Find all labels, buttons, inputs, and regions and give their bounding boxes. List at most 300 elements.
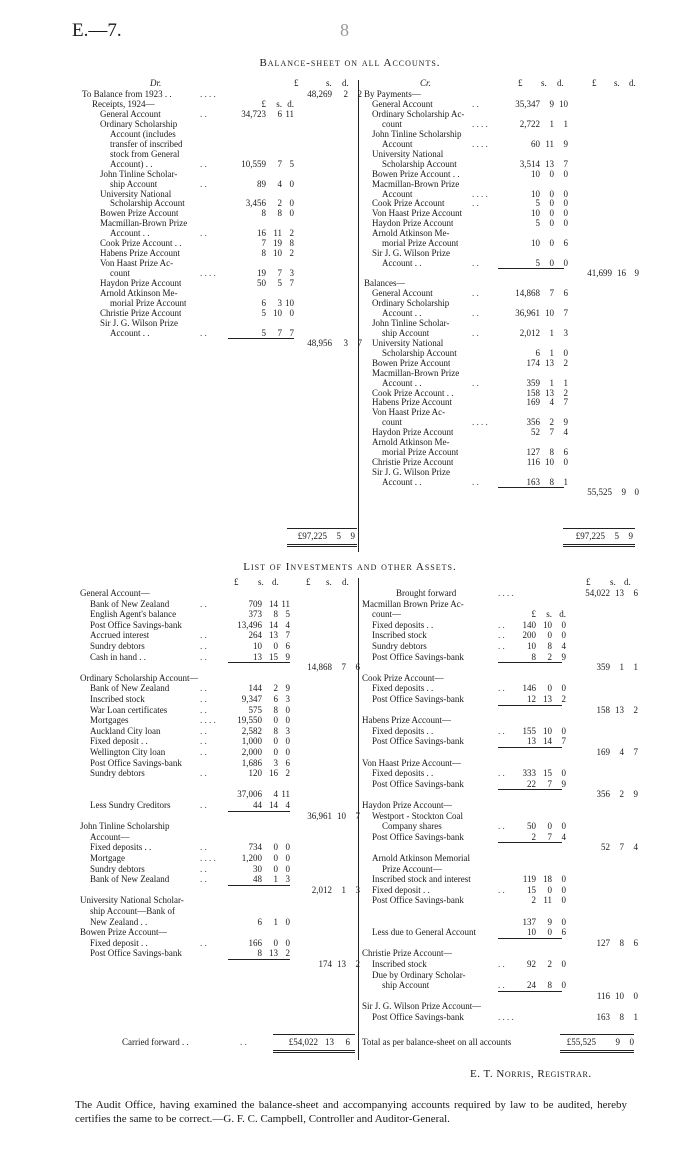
ledger-line [362, 620, 634, 631]
amount-pence: 0 [561, 619, 566, 630]
amount-pence: 11 [285, 108, 294, 119]
amount-shillings: 11 [545, 138, 554, 149]
amount-shillings: 10 [545, 457, 554, 468]
ledger-label: Mortgage [90, 853, 125, 863]
col-head-pence: d. [629, 78, 636, 88]
amount-pounds: 10 [531, 208, 540, 219]
amount-shillings: 0 [549, 168, 554, 179]
total-pounds: 14,868 [307, 662, 332, 673]
balance-total-left [287, 531, 357, 542]
amount-pounds: 6 [257, 916, 262, 927]
ledger-label: John Tinline Scholar- [372, 317, 450, 328]
ledger-label: English Agent's balance [90, 609, 177, 620]
amount-pence: 7 [285, 630, 290, 641]
ledger-label: morial Prize Account [382, 447, 459, 458]
amount-shillings: 14 [269, 598, 278, 609]
ledger-label: University National Scholar- [80, 895, 184, 906]
amount-shillings: 0 [549, 188, 554, 199]
ledger-line [80, 948, 358, 959]
ledger-label: stock from General [110, 148, 180, 159]
leader-dots: . . . . [498, 588, 514, 598]
ledger-label: Sir J. G. Wilson Prize Account— [362, 1001, 482, 1012]
ledger-label: General Account [372, 98, 433, 109]
amount-pounds: 13 [253, 651, 262, 662]
amount-pounds: 2 [531, 831, 536, 842]
amount-pounds: 35,347 [515, 98, 540, 109]
amount-pence: 2 [289, 248, 294, 259]
leader-dots: . . . . [472, 417, 488, 428]
grand-total-line [362, 1037, 634, 1048]
ledger-label: Account . . [110, 327, 150, 338]
total-shillings: 16 [617, 268, 626, 279]
ledger-label: Cook Prize Account . . [100, 238, 182, 249]
total-rule [563, 528, 635, 529]
col-head-pound: £ [592, 78, 597, 88]
leader-dots: . . . . [200, 715, 216, 726]
amount-shillings: 0 [547, 884, 552, 895]
amount-pence: 11 [281, 598, 290, 609]
amount-shillings: 0 [547, 821, 552, 832]
ledger-line [362, 874, 634, 885]
amount-shillings: 0 [547, 927, 552, 938]
ledger-label: Westport - Stockton Coal [372, 810, 464, 821]
ledger-line [362, 885, 634, 896]
amount-pounds: 60 [531, 138, 540, 149]
leader-dots: . . [472, 377, 479, 388]
ledger-label: ship Account [382, 327, 430, 338]
amount-pence: 2 [561, 694, 566, 704]
amount-pounds: 34,723 [241, 108, 266, 119]
amount-pounds: 8 [531, 651, 536, 662]
leader-dots: . . [498, 959, 505, 969]
ledger-label: General Account— [80, 588, 150, 598]
amount-pounds: 10 [527, 641, 536, 651]
ledger-label: Haydon Prize Account [100, 278, 182, 289]
total-pounds: 163 [596, 1012, 610, 1022]
ledger-line [80, 705, 358, 716]
amount-shillings: 0 [549, 208, 554, 219]
ledger-line [362, 811, 634, 822]
ledger-label: New Zealand . . [90, 916, 148, 927]
ledger-label: Bank of New Zealand [90, 598, 170, 609]
amount-shillings: 0 [547, 683, 552, 694]
amount-shillings: 8 [547, 641, 552, 651]
total-pounds: 169 [596, 747, 610, 757]
total-pounds: 116 [596, 990, 610, 1001]
amount-shillings: 7 [547, 831, 552, 842]
ledger-line [80, 641, 358, 652]
leader-dots: . . [200, 800, 207, 810]
col-head-shilling: s. [276, 98, 282, 109]
amount-pounds: 8 [261, 208, 266, 219]
ledger-label: Bank of New Zealand [90, 874, 170, 885]
total-pence: 4 [633, 842, 638, 853]
total-shillings: 9 [621, 487, 626, 497]
amount-pence: 0 [289, 178, 294, 189]
amount-pence: 1 [563, 377, 568, 388]
ledger-label: Christie Prize Account [372, 457, 454, 468]
amount-pounds: 48 [253, 874, 262, 885]
amount-pounds: 6 [535, 347, 540, 358]
ledger-label: Inscribed stock [90, 694, 145, 704]
amount-shillings: 0 [549, 218, 554, 229]
amount-pence: 4 [285, 800, 290, 810]
amount-shillings: 7 [547, 778, 552, 789]
ledger-label: Fixed deposit . . [90, 736, 148, 747]
amount-pounds: 10 [531, 188, 540, 199]
leader-dots: . . . . [200, 89, 216, 99]
amount-pounds: 22 [527, 778, 536, 789]
amount-pence: 6 [285, 641, 290, 651]
amount-pounds: 2,000 [241, 747, 262, 757]
ledger-label: Post Office Savings-bank [372, 1012, 464, 1022]
amount-shillings: 0 [549, 198, 554, 209]
total-pence: 6 [355, 662, 360, 673]
ledger-line [80, 927, 358, 938]
ledger-label: By Payments— [364, 89, 421, 99]
total-pounds: £97,225 [575, 531, 605, 541]
ledger-label: Inscribed stock and interest [372, 874, 471, 885]
amount-shillings: 2 [273, 683, 278, 694]
amount-shillings: 3 [273, 757, 278, 768]
leader-dots: . . . . [472, 188, 488, 199]
amount-pounds: 5 [535, 198, 540, 209]
col-head-pence: d. [287, 98, 294, 109]
amount-pounds: 89 [257, 178, 266, 189]
ledger-line [80, 938, 358, 949]
amount-pounds: 10 [531, 238, 540, 249]
total-pounds: 48,269 [307, 89, 332, 99]
ledger-line [362, 821, 634, 832]
amount-shillings: 1 [273, 874, 278, 885]
ledger-label: Macmillan-Brown Prize [372, 367, 460, 378]
ledger-label: Haydon Prize Account [372, 427, 454, 438]
ledger-line [80, 895, 358, 906]
amount-pence: 10 [559, 98, 568, 109]
ledger-label: University National [372, 148, 444, 159]
amount-pounds: 1,200 [241, 853, 262, 863]
ledger-line [362, 704, 638, 716]
ledger-line [80, 789, 358, 800]
ledger-line [362, 990, 638, 1002]
ledger-label: Sundry debtors [90, 768, 145, 779]
leader-dots: . . [498, 768, 505, 779]
ledger-label: Due by Ordinary Scholar- [372, 969, 466, 980]
amount-shillings: 0 [273, 747, 278, 757]
amount-pounds: 7 [261, 238, 266, 249]
amount-pence: 0 [285, 853, 290, 863]
ledger-label: University National [372, 337, 444, 348]
amount-pounds: 333 [522, 768, 536, 779]
double-rule [560, 1050, 634, 1053]
ledger-line [362, 842, 638, 853]
ledger-line [362, 959, 634, 970]
amount-pence: 0 [563, 457, 568, 468]
ledger-label: Ordinary Scholarship Ac- [372, 108, 465, 119]
amount-shillings: 4 [549, 397, 554, 408]
ledger-line [80, 747, 358, 758]
total-shillings: 3 [343, 337, 348, 348]
leader-dots: . . [200, 842, 207, 853]
amount-pence: 6 [563, 447, 568, 458]
ledger-line [80, 662, 358, 673]
leader-dots: . . [498, 641, 505, 651]
amount-shillings: 5 [277, 278, 282, 289]
amount-shillings: 4 [273, 789, 278, 800]
ledger-line [80, 609, 358, 620]
leader-dots: . . [200, 683, 207, 694]
amount-shillings: 1 [549, 327, 554, 338]
total-pence: 6 [633, 588, 638, 598]
ledger-label: Account . . [110, 228, 150, 239]
amount-shillings: 13 [545, 387, 554, 398]
col-head-pence: d. [559, 609, 566, 620]
ledger-line [362, 694, 634, 705]
ledger-label: Account . . [382, 258, 422, 269]
ledger-label: John Tinline Scholarship [80, 821, 170, 832]
ledger-label: Less Sundry Creditors [90, 800, 171, 810]
amount-shillings: 8 [549, 477, 554, 488]
total-pounds: 55,525 [587, 487, 612, 497]
ledger-line [362, 779, 634, 790]
amount-pence: 0 [563, 208, 568, 219]
ledger-line [362, 853, 634, 864]
total-pence: 0 [629, 1037, 634, 1047]
amount-pence: 7 [563, 307, 568, 318]
amount-pounds: 356 [526, 417, 540, 428]
leader-dots: . . . . [472, 118, 488, 129]
ledger-label: Habens Prize Account [100, 248, 180, 259]
amount-pounds: 146 [522, 683, 536, 694]
leader-dots: . . [472, 258, 479, 269]
total-pounds: 127 [596, 937, 610, 948]
amount-pence: 0 [561, 959, 566, 969]
ledger-label: Sundry debtors [90, 641, 145, 651]
total-pence: 9 [350, 531, 355, 541]
amount-shillings: 18 [543, 874, 552, 885]
ledger-line [80, 885, 358, 896]
ledger-label: Bank of New Zealand [90, 683, 170, 694]
total-shillings: 8 [619, 937, 624, 948]
leader-dots: . . . . [498, 1012, 514, 1022]
leader-dots: . . [200, 704, 207, 715]
ledger-label: Fixed deposit . . [372, 884, 430, 895]
ledger-label: Fixed deposits . . [372, 725, 434, 736]
ledger-label: John Tinline Scholarship [372, 128, 462, 139]
ledger-label: Less due to General Account [372, 927, 476, 938]
amount-shillings: 0 [273, 853, 278, 863]
amount-shillings: 16 [269, 768, 278, 779]
leader-dots: . . [498, 683, 505, 694]
amount-pounds: 163 [526, 477, 540, 488]
ledger-label: To Balance from 1923 . . [82, 89, 172, 99]
ledger-label: count [382, 118, 402, 129]
ledger-line [80, 800, 358, 811]
total-pounds: £97,225 [297, 531, 327, 541]
ledger-line [80, 917, 358, 928]
ledger-line [362, 789, 638, 800]
ledger-line [80, 811, 358, 822]
leader-dots: . . [200, 327, 207, 338]
ledger-line [80, 874, 358, 885]
ledger-label: General Account [100, 108, 161, 119]
ledger-label: Fixed deposits . . [372, 683, 434, 694]
amount-pence: 0 [285, 842, 290, 853]
total-shillings: 7 [619, 842, 624, 853]
ledger-label: ship Account—Bank of [90, 906, 175, 916]
amount-pence: 6 [285, 757, 290, 768]
ledger-label: Arnold Atkinson Me- [372, 228, 450, 239]
amount-pence: 6 [563, 238, 568, 249]
ledger-label: Brought forward [396, 588, 457, 598]
ledger-line [80, 842, 358, 853]
ledger-line [362, 599, 634, 610]
amount-pence: 7 [289, 327, 294, 338]
amount-pence: 6 [563, 288, 568, 298]
ledger-label: transfer of inscribed [110, 138, 183, 149]
amount-pounds: 116 [526, 457, 540, 468]
total-pence: 0 [634, 487, 639, 497]
ledger-label: University National [100, 188, 172, 199]
col-head-pound: £ [531, 609, 536, 620]
ledger-line [362, 673, 634, 684]
ledger-line [362, 588, 638, 599]
ledger-label: Account [382, 188, 413, 199]
leader-dots: . . . . [200, 268, 216, 279]
ledger-line [362, 800, 634, 811]
amount-pence: 4 [561, 641, 566, 651]
ledger-label: Account) . . [110, 158, 153, 169]
ledger-label: Christie Prize Account— [362, 948, 453, 959]
total-shillings: 13 [337, 959, 346, 969]
debit-heading: Dr. [150, 78, 162, 88]
total-pounds: £55,525 [566, 1037, 596, 1047]
amount-shillings: 14 [269, 800, 278, 810]
total-pence: 7 [357, 337, 362, 348]
ledger-line [362, 980, 634, 991]
amount-pounds: 37,006 [237, 789, 262, 800]
ledger-label: Von Haast Prize Ac- [100, 258, 174, 269]
ledger-label: Ordinary Scholarship [372, 297, 450, 308]
amount-shillings: 8 [273, 725, 278, 736]
ledger-line [80, 853, 358, 864]
leader-dots: . . [472, 98, 479, 109]
leader-dots: . . [498, 619, 505, 630]
col-head-shilling: s. [614, 78, 620, 88]
amount-pence: 0 [285, 736, 290, 747]
amount-shillings: 10 [543, 619, 552, 630]
ledger-label: Von Haast Prize Account— [362, 757, 462, 768]
leader-dots: . . [498, 884, 505, 895]
total-pounds: 41,699 [587, 268, 612, 279]
amount-pounds: 120 [248, 768, 262, 779]
total-shillings: 5 [336, 531, 341, 541]
ledger-line [362, 948, 634, 959]
amount-pence: 0 [285, 715, 290, 726]
col-head-shilling: s. [541, 78, 547, 88]
amount-pounds: 50 [527, 821, 536, 832]
ledger-label: Bowen Prize Account . . [372, 168, 460, 179]
amount-pounds: 9,347 [241, 694, 262, 704]
amount-shillings: 13 [545, 158, 554, 169]
amount-shillings: 10 [273, 248, 282, 259]
ledger-label: ship Account [382, 980, 430, 991]
amount-pence: 3 [285, 725, 290, 736]
amount-shillings: 2 [277, 198, 282, 209]
amount-pence: 0 [563, 218, 568, 229]
leader-dots: . . [200, 768, 207, 779]
ledger-line [362, 758, 634, 769]
col-head-pence: d. [342, 78, 349, 88]
total-pence: 1 [633, 1012, 638, 1022]
amount-pence: 2 [563, 387, 568, 398]
amount-pence: 5 [289, 158, 294, 169]
ledger-label: Von Haast Prize Account [372, 208, 463, 219]
amount-pence: 0 [285, 747, 290, 757]
ledger-label: Bowen Prize Account [100, 208, 179, 219]
amount-pence: 4 [285, 619, 290, 630]
total-pounds: 48,956 [307, 337, 332, 348]
total-pence: 2 [355, 959, 360, 969]
amount-shillings: 10 [273, 307, 282, 318]
ledger-line [362, 715, 634, 726]
ledger-label: Account [382, 138, 413, 149]
amount-pence: 0 [561, 916, 566, 927]
amount-pence: 4 [561, 831, 566, 842]
ledger-line [362, 1012, 638, 1023]
ledger-label: morial Prize Account [382, 238, 459, 249]
amount-pence: 0 [561, 768, 566, 779]
amount-shillings: 8 [547, 980, 552, 991]
amount-shillings: 2 [547, 651, 552, 662]
amount-pence: 1 [563, 118, 568, 129]
ledger-line [362, 768, 634, 779]
ledger-label: count— [372, 609, 401, 620]
col-head-pound: £ [518, 78, 523, 88]
ledger-label: Accrued interest [90, 630, 150, 641]
ledger-line [80, 588, 358, 599]
ledger-label: Arnold Atkinson Me- [100, 288, 178, 298]
amount-shillings: 10 [545, 307, 554, 318]
total-rule [287, 528, 357, 529]
amount-pence: 0 [561, 683, 566, 694]
col-head-pence: d. [557, 78, 564, 88]
amount-pence: 3 [285, 874, 290, 885]
ledger-label: ship Account [110, 178, 158, 189]
amount-pounds: 200 [522, 630, 536, 641]
leader-dots: . . [240, 1037, 247, 1047]
total-pounds: £54,022 [288, 1037, 318, 1047]
ledger-line [362, 726, 634, 737]
ledger-line [80, 906, 358, 917]
ledger-label: Fixed deposit . . [90, 937, 148, 948]
ledger-label: War Loan certificates [90, 704, 168, 715]
amount-shillings: 7 [277, 158, 282, 169]
col-head-shilling: s. [326, 78, 332, 88]
amount-pence: 0 [561, 895, 566, 906]
balance-sheet-title: Balance-sheet on all Accounts. [259, 57, 441, 69]
ledger-line [80, 821, 358, 832]
ledger-label: Von Haast Prize Ac- [372, 407, 446, 418]
ledger-label: Account (includes [110, 128, 176, 139]
amount-pounds: 1,686 [241, 757, 262, 768]
amount-pounds: 1,000 [241, 736, 262, 747]
balance-total-right [563, 531, 635, 542]
amount-pence: 0 [563, 168, 568, 179]
amount-shillings: 13 [269, 948, 278, 959]
ledger-line [80, 620, 358, 631]
double-rule [563, 544, 635, 547]
